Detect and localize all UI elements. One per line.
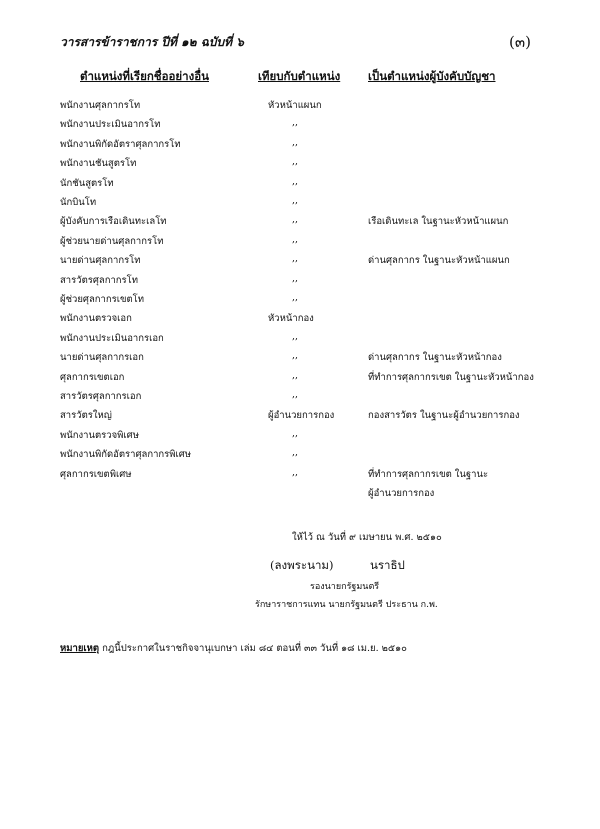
row-equivalent-position: ,, bbox=[292, 427, 299, 439]
table-row bbox=[0, 447, 600, 467]
signature-title-line1: รองนายกรัฐมนตรี bbox=[310, 582, 380, 592]
table-row bbox=[0, 234, 600, 254]
row-equivalent-position: ,, bbox=[292, 175, 299, 187]
column-header-equivalent: เทียบกับตำแหน่ง bbox=[258, 69, 341, 83]
table-row bbox=[0, 350, 600, 370]
row-command-role: กองสารวัตร ในฐานะผู้อำนวยการกอง bbox=[368, 410, 520, 422]
table-row bbox=[0, 467, 600, 487]
row-position-name: พนักงานตรวจพิเศษ bbox=[60, 429, 139, 441]
row-position-name: ผู้บังคับการเรือเดินทะเลโท bbox=[60, 216, 167, 228]
row-position-name: สารวัตรศุลกากรเอก bbox=[60, 391, 142, 402]
table-row bbox=[0, 428, 600, 448]
row-command-role: ที่ทำการศุลกากรเขต ในฐานะ bbox=[368, 468, 489, 480]
table-row bbox=[0, 137, 600, 157]
signature-name: นราธิป bbox=[370, 558, 405, 572]
table-row bbox=[0, 98, 600, 118]
row-equivalent-position: ,, bbox=[292, 272, 299, 284]
row-position-name: นักชันสูตรโท bbox=[60, 177, 114, 189]
row-position-name: พนักงานตรวจเอก bbox=[60, 313, 132, 325]
row-equivalent-position: ,, bbox=[292, 389, 299, 400]
row-equivalent-position: หัวหน้ากอง bbox=[268, 313, 314, 325]
row-position-name: พนักงานประเมินอากรเอก bbox=[60, 332, 164, 344]
table-row bbox=[0, 273, 600, 293]
journal-header-title: วารสารข้าราชการ ปีที่ ๑๒ ฉบับที่ ๖ bbox=[60, 35, 244, 49]
row-position-name: พนักงานประเมินอากรโท bbox=[60, 119, 161, 131]
table-row bbox=[0, 117, 600, 137]
table-row bbox=[0, 292, 600, 312]
table-row bbox=[0, 389, 600, 409]
table-row bbox=[0, 311, 600, 331]
row-position-name: ศุลกากรเขตเอก bbox=[60, 371, 125, 383]
page-number: (๓) bbox=[509, 33, 531, 51]
footnote bbox=[60, 641, 407, 656]
row-equivalent-position: ,, bbox=[292, 292, 299, 303]
row-command-role: ที่ทำการศุลกากรเขต ในฐานะหัวหน้ากอง bbox=[368, 371, 534, 383]
given-date-line: ให้ไว้ ณ วันที่ ๙ เมษายน พ.ศ. ๒๕๑๐ bbox=[292, 532, 442, 543]
table-row bbox=[0, 156, 600, 176]
row-equivalent-position: ,, bbox=[292, 117, 299, 129]
row-equivalent-position: ,, bbox=[292, 195, 299, 206]
row-equivalent-position: ผู้อำนวยการกอง bbox=[268, 410, 335, 422]
row-command-role: ด่านศุลกากร ในฐานะหัวหน้ากอง bbox=[368, 352, 502, 364]
table-row bbox=[0, 408, 600, 428]
row-command-role: ด่านศุลกากร ในฐานะหัวหน้าแผนก bbox=[368, 255, 510, 267]
footnote-label: หมายเหตุ bbox=[60, 643, 100, 654]
table-row bbox=[0, 331, 600, 351]
footnote-text: กฎนี้ประกาศในราชกิจจานุเบกษา เล่ม ๘๔ ตอนที่ ๓๓ วันที่ ๑๘ เม.ย. ๒๕๑๐ bbox=[99, 643, 407, 654]
table-row bbox=[0, 370, 600, 390]
row-equivalent-position: ,, bbox=[292, 350, 299, 362]
row-position-name: ผู้ช่วยศุลกากรเขตโท bbox=[60, 294, 144, 305]
row-position-name: ผู้ช่วยนายด่านศุลกากรโท bbox=[60, 235, 164, 247]
row-equivalent-position: ,, bbox=[292, 466, 299, 478]
signature-label: (ลงพระนาม) bbox=[270, 558, 334, 572]
row-equivalent-position: ,, bbox=[292, 447, 299, 459]
table-row bbox=[0, 214, 600, 234]
row-equivalent-position: ,, bbox=[292, 330, 299, 342]
row-command-role: เรือเดินทะเล ในฐานะหัวหน้าแผนก bbox=[368, 216, 509, 228]
row-position-name: ศุลกากรเขตพิเศษ bbox=[60, 468, 132, 480]
row-position-name: นายด่านศุลกากรโท bbox=[60, 255, 141, 267]
column-header-other-title: ตำแหน่งที่เรียกชื่ออย่างอื่น bbox=[80, 69, 209, 83]
row-position-name: สารวัตรศุลกากรโท bbox=[60, 274, 138, 286]
row-equivalent-position: ,, bbox=[292, 156, 299, 168]
row-position-name: นายด่านศุลกากรเอก bbox=[60, 352, 144, 364]
row-equivalent-position: ,, bbox=[292, 253, 299, 265]
row-position-name: พนักงานพิกัดอัตราศุลกากรพิเศษ bbox=[60, 449, 192, 461]
row-position-name: สารวัตรใหญ่ bbox=[60, 410, 112, 422]
row-equivalent-position: ,, bbox=[292, 214, 299, 226]
table-row bbox=[0, 253, 600, 273]
table-row bbox=[0, 195, 600, 215]
signature-title-line2: รักษาราชการแทน นายกรัฐมนตรี ประธาน ก.พ. bbox=[255, 600, 438, 610]
row-position-name: พนักงานศุลกากรโท bbox=[60, 100, 141, 111]
row-position-name: พนักงานพิกัดอัตราศุลกากรโท bbox=[60, 138, 181, 150]
row-position-name: พนักงานชันสูตรโท bbox=[60, 158, 137, 170]
row-position-name: นักบินโท bbox=[60, 197, 97, 208]
table-row bbox=[0, 176, 600, 196]
row-equivalent-position: ,, bbox=[292, 136, 299, 148]
column-header-commander: เป็นตำแหน่งผู้บังคับบัญชา bbox=[368, 69, 496, 83]
row-equivalent-position: หัวหน้าแผนก bbox=[268, 100, 322, 111]
row-equivalent-position: ,, bbox=[292, 233, 299, 245]
last-row-continuation: ผู้อำนวยการกอง bbox=[368, 488, 435, 499]
row-equivalent-position: ,, bbox=[292, 369, 299, 381]
